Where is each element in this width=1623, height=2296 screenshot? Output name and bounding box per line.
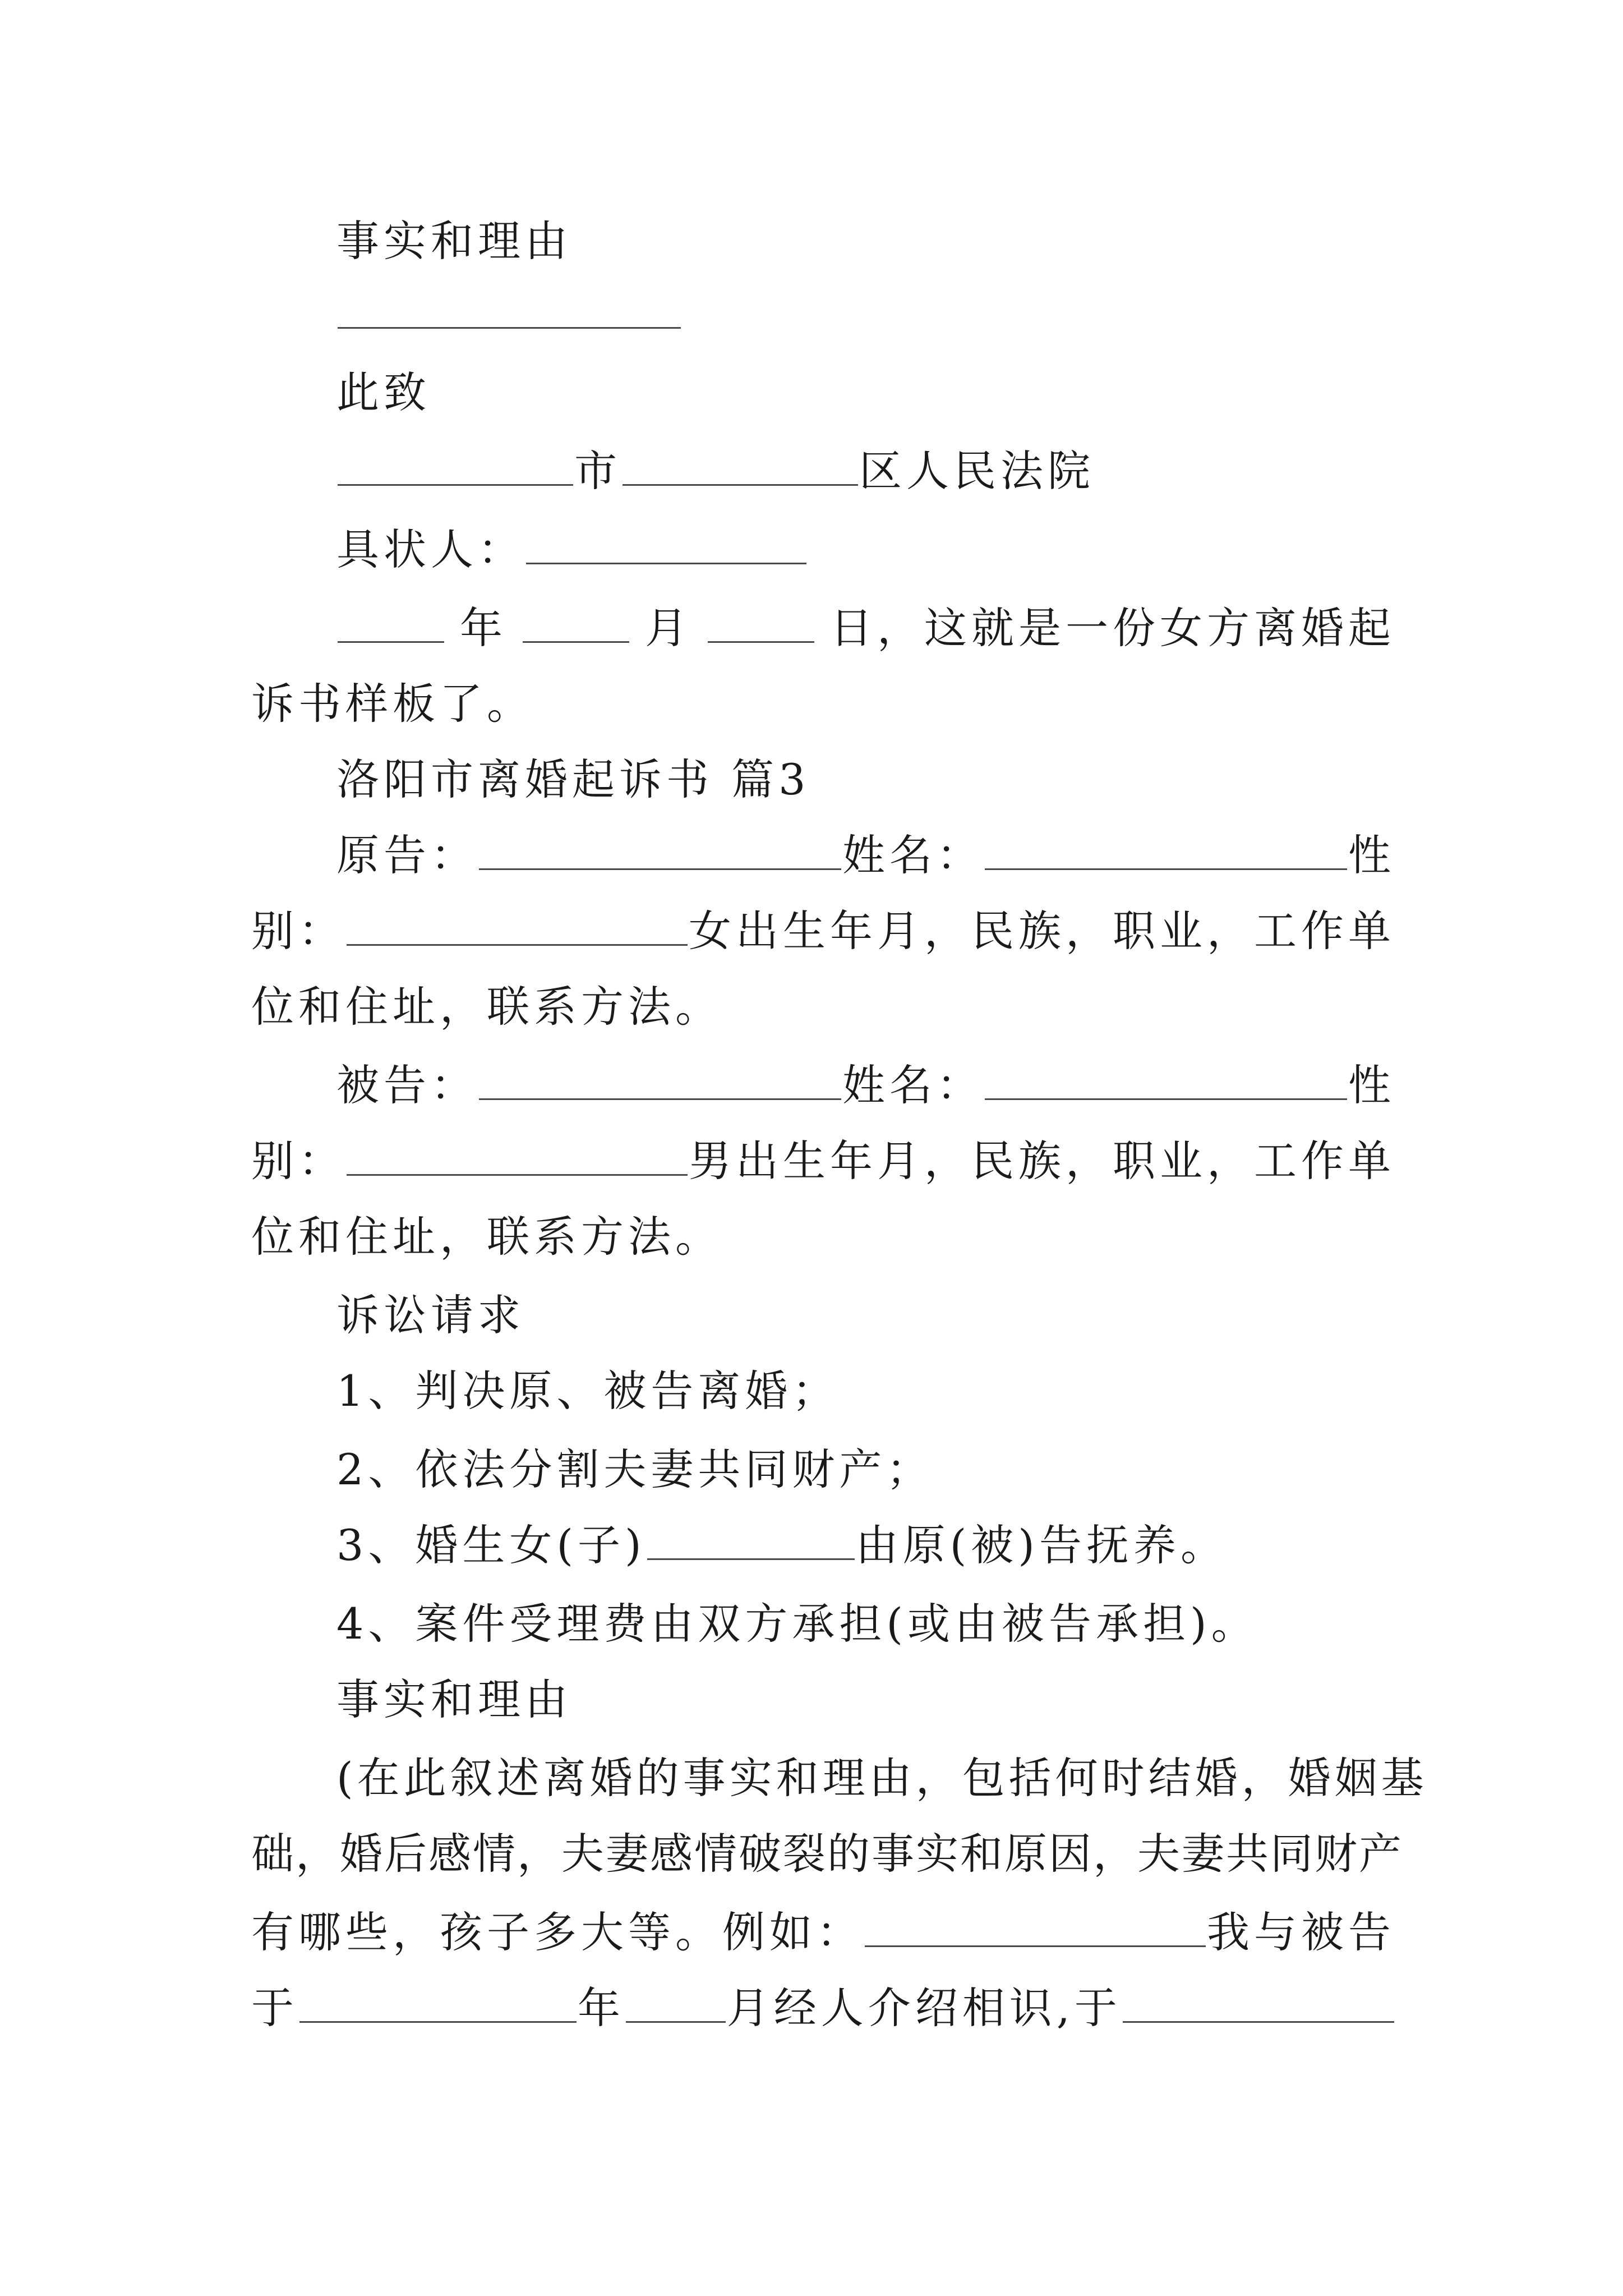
example-blank[interactable] <box>865 1906 1206 1947</box>
gender-label-end: 别： <box>251 906 345 956</box>
district-blank[interactable] <box>623 445 858 486</box>
paragraph-line: 位和住址，联系方法。 <box>251 982 722 1032</box>
salutation: 此致 <box>336 367 431 417</box>
plaintiff-line <box>336 827 1395 884</box>
defendant-gender-line <box>251 1133 1395 1189</box>
paragraph-line: (在此叙述离婚的事实和理由，包括何时结婚，婚姻基 <box>336 1753 1428 1803</box>
city-label: 市 <box>574 446 621 496</box>
plaintiff-signature-line <box>336 522 1395 578</box>
at-label: 于 <box>251 1983 298 2033</box>
acquaintance-text: 月经人介绍相识,于 <box>726 1983 1122 2033</box>
child-blank[interactable] <box>647 1519 855 1560</box>
claim-3-end: 由原(被)告抚养。 <box>855 1520 1228 1570</box>
paragraph-line: 诉书样板了。 <box>251 679 534 729</box>
fill-blank[interactable] <box>338 288 681 329</box>
year-label: 年 <box>460 603 507 653</box>
section-title: 洛阳市离婚起诉书 篇3 <box>336 754 810 804</box>
year-blank[interactable] <box>338 602 444 643</box>
signer-blank[interactable] <box>526 523 806 564</box>
plaintiff-label: 原告： <box>336 830 478 880</box>
paragraph-line: 位和住址，联系方法。 <box>251 1212 722 1262</box>
defendant-blank[interactable] <box>479 1059 841 1100</box>
name-label: 姓名： <box>842 1060 984 1110</box>
plaintiff-details: 女出生年月，民族，职业，工作单 <box>689 906 1395 956</box>
day-blank[interactable] <box>708 602 814 643</box>
name-blank[interactable] <box>985 829 1347 870</box>
date-line <box>336 600 1395 656</box>
court-line <box>336 443 1395 499</box>
claim-4: 4、案件受理费由双方承担(或由被告承担)。 <box>336 1599 1258 1649</box>
claim-2: 2、依法分割夫妻共同财产； <box>336 1444 934 1494</box>
name-label: 姓名： <box>842 830 984 880</box>
claim-3-start: 3、婚生女(子) <box>336 1520 646 1570</box>
heading-facts-reasons: 事实和理由 <box>336 216 572 266</box>
gender-blank[interactable] <box>347 1135 688 1176</box>
claim-1: 1、判决原、被告离婚； <box>336 1366 840 1416</box>
plaintiff-gender-line <box>251 903 1395 959</box>
example-start: 有哪些，孩子多大等。例如： <box>251 1907 864 1957</box>
gender-blank[interactable] <box>347 905 688 946</box>
paragraph-line: 础，婚后感情，夫妻感情破裂的事实和原因，夫妻共同财产 <box>251 1829 1403 1879</box>
example-end: 我与被告 <box>1207 1907 1395 1957</box>
court-label: 区人民法院 <box>859 446 1095 496</box>
plaintiff-blank[interactable] <box>479 829 841 870</box>
defendant-line <box>336 1057 1395 1114</box>
example-line <box>251 1904 1395 1961</box>
year-label: 年 <box>577 1983 625 2033</box>
gender-label-start: 性 <box>1348 830 1395 880</box>
blank-facts-reasons[interactable] <box>336 286 1395 342</box>
claim-3 <box>336 1517 1395 1573</box>
year-blank[interactable] <box>299 1982 577 2023</box>
month-label: 月 <box>645 603 692 653</box>
month-blank[interactable] <box>523 602 629 643</box>
date-blank[interactable] <box>1123 1982 1394 2023</box>
gender-label-start: 性 <box>1348 1060 1395 1110</box>
heading-facts-reasons: 事实和理由 <box>336 1674 572 1724</box>
name-blank[interactable] <box>985 1059 1347 1100</box>
defendant-details: 男出生年月，民族，职业，工作单 <box>689 1136 1395 1186</box>
signer-label: 具状人： <box>336 524 525 574</box>
gender-label-end: 别： <box>251 1136 345 1186</box>
city-blank[interactable] <box>338 445 573 486</box>
day-text: 日，这就是一份女方离婚起 <box>830 603 1395 653</box>
acquaintance-line <box>251 1980 1395 2036</box>
defendant-label: 被告： <box>336 1060 478 1110</box>
month-blank[interactable] <box>626 1982 726 2023</box>
heading-claims: 诉讼请求 <box>336 1290 525 1340</box>
